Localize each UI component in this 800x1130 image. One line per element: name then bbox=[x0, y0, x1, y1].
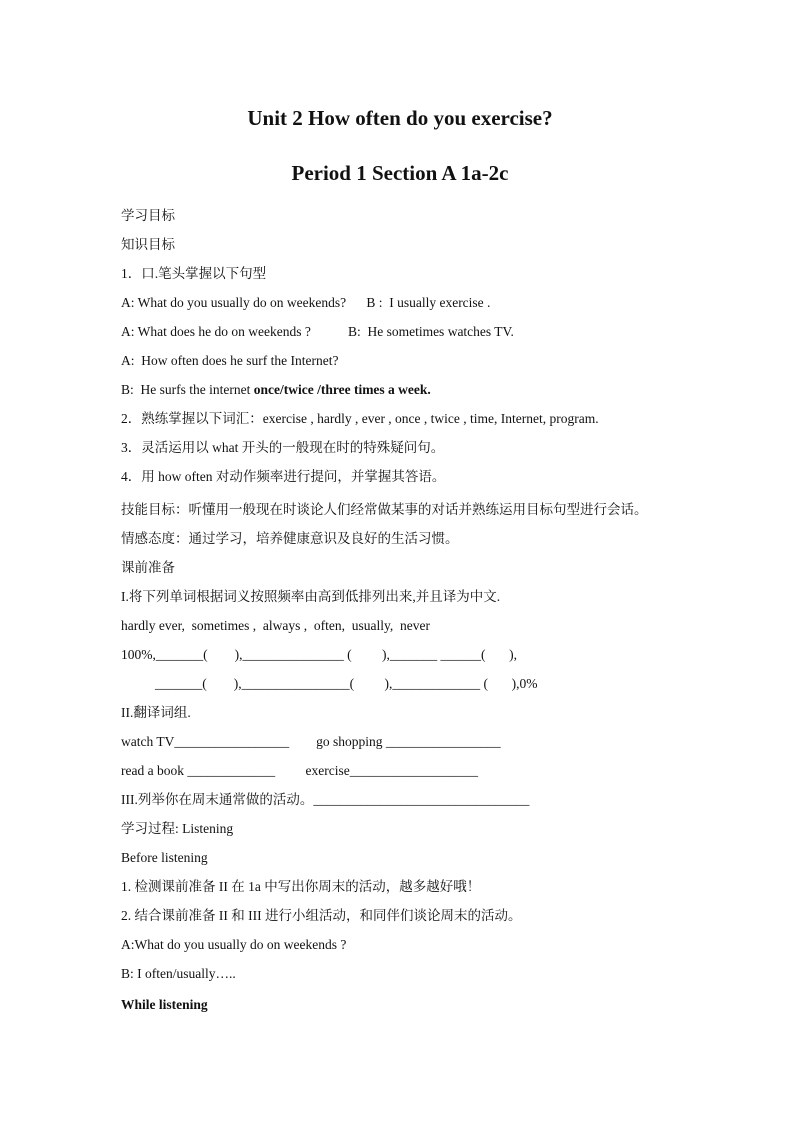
dialogue-line-4 bbox=[121, 381, 760, 399]
heading-knowledge-goals: 知识目标 bbox=[121, 237, 175, 252]
period-subtitle: Period 1 Section A 1a-2c bbox=[291, 161, 509, 185]
exercise-1-word-list: hardly ever, sometimes , always , often, usually, never bbox=[121, 618, 430, 633]
exercise-1-instruction: I.将下列单词根据词义按照频率由高到低排列出来,并且译为中文. bbox=[121, 589, 501, 604]
heading-while-listening: While listening bbox=[121, 997, 208, 1012]
exercise-2-row-2: read a book _____________ exercise___________________ bbox=[121, 763, 478, 778]
heading-learning-goals: 学习目标 bbox=[121, 208, 175, 223]
exercise-2-instruction: II.翻译词组. bbox=[121, 705, 191, 720]
unit-title: Unit 2 How often do you exercise? bbox=[247, 106, 553, 130]
sample-question: A:What do you usually do on weekends ? bbox=[121, 937, 347, 952]
before-listening-step-2: 2. 结合课前准备 II 和 III 进行小组活动，和同伴们谈论周末的活动。 bbox=[121, 908, 522, 923]
dialogue-line-4-bold: once/twice /three times a week. bbox=[253, 382, 431, 397]
exercise-1-blanks-row-2: _______( ),________________( ),_____________ ( ),0% bbox=[155, 676, 538, 691]
heading-before-listening: Before listening bbox=[121, 850, 208, 865]
skill-goal: 技能目标：听懂用一般现在时谈论人们经常做某事的对话并熟练运用目标句型进行会话。 bbox=[121, 502, 648, 517]
dialogue-line-1: A: What do you usually do on weekends? B : I usually exercise . bbox=[121, 295, 491, 310]
heading-preparation: 课前准备 bbox=[121, 560, 175, 575]
goal-2-vocabulary: 2．熟练掌握以下词汇：exercise , hardly , ever , once , twice , time, Internet, program. bbox=[121, 411, 599, 426]
attitude-goal: 情感态度：通过学习，培养健康意识及良好的生活习惯。 bbox=[121, 531, 459, 546]
exercise-2-row-1: watch TV_________________ go shopping _________________ bbox=[121, 734, 501, 749]
exercise-3-instruction: III.列举你在周末通常做的活动。________________________________ bbox=[121, 792, 530, 807]
dialogue-line-2: A: What does he do on weekends ? B: He sometimes watches TV. bbox=[121, 324, 514, 339]
before-listening-step-1: 1. 检测课前准备 II 在 1a 中写出你周末的活动，越多越好哦！ bbox=[121, 879, 481, 894]
goal-3-what-questions: 3．灵活运用以 what 开头的一般现在时的特殊疑问句。 bbox=[121, 440, 445, 455]
goal-1-sentence-patterns: 1．口.笔头掌握以下句型 bbox=[121, 266, 267, 281]
goal-4-how-often: 4．用 how often 对动作频率进行提问，并掌握其答语。 bbox=[121, 469, 446, 484]
dialogue-line-4-text: B: He surfs the internet bbox=[121, 382, 254, 397]
sample-answer: B: I often/usually….. bbox=[121, 966, 236, 981]
dialogue-line-3: A: How often does he surf the Internet? bbox=[121, 353, 339, 368]
heading-learning-process: 学习过程: Listening bbox=[121, 821, 234, 836]
exercise-1-blanks-row-1: 100%,_______( ),_______________ ( ),_______ ______( ), bbox=[121, 647, 517, 662]
